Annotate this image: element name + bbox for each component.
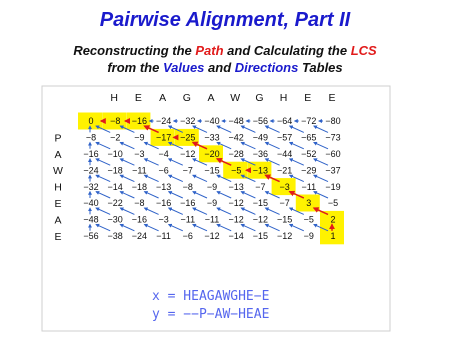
table-cell-value: −37 — [325, 165, 341, 176]
row-header: A — [54, 214, 62, 227]
table-cell-value: −5 — [231, 165, 242, 176]
table-cell-value: −32 — [180, 116, 196, 127]
table-cell-value: −15 — [252, 231, 269, 241]
table-cell-value: −80 — [325, 116, 341, 127]
table-cell-value: −32 — [83, 181, 99, 192]
table-cell-value: 1 — [330, 231, 336, 241]
table-cell-value: −44 — [276, 149, 293, 159]
table-cell-value: −48 — [228, 116, 244, 127]
table-cell-value: −72 — [301, 116, 317, 127]
table-cell-value: −38 — [107, 231, 123, 241]
table-cell-value: −9 — [303, 231, 314, 241]
column-header: E — [304, 92, 312, 104]
table-cell-value: −48 — [83, 214, 99, 225]
table-cell-value: −28 — [228, 149, 244, 159]
table-cell-value: −12 — [204, 231, 220, 241]
table-cell-value: −10 — [107, 149, 123, 159]
table-cell-value: −9 — [206, 198, 218, 209]
table-cell-value: −13 — [155, 181, 172, 192]
table-cell-value: −12 — [180, 149, 196, 159]
table-cell-value: −56 — [252, 116, 269, 127]
table-cell-value: −5 — [303, 214, 314, 225]
table-cell-value: −33 — [204, 132, 220, 143]
table-cell-value: −9 — [206, 181, 218, 192]
table-cell-value: −73 — [325, 132, 341, 143]
table-cell-value: −16 — [180, 198, 196, 209]
table-cell-value: −2 — [110, 132, 121, 143]
column-header: G — [255, 92, 264, 104]
table-cell-value: −3 — [158, 214, 169, 225]
table-cell-value: −7 — [255, 181, 266, 192]
table-cell-value: −3 — [134, 149, 145, 159]
table-cell-value: −9 — [134, 132, 145, 143]
table-cell-value: −3 — [279, 181, 290, 192]
subtitle-text: Tables — [298, 60, 343, 75]
subtitle-text: and — [204, 60, 235, 75]
column-header: E — [134, 92, 142, 104]
table-cell-value: −24 — [83, 165, 99, 176]
table-cell-value: −40 — [204, 116, 220, 127]
table-cell-value: −16 — [131, 116, 148, 127]
table-cell-value: −16 — [155, 198, 172, 209]
table-cell-value: −7 — [182, 165, 193, 176]
table-cell-value: −49 — [252, 132, 269, 143]
table-cell-value: −12 — [252, 214, 269, 225]
table-cell-value: −11 — [180, 214, 196, 225]
table-cell-value: −36 — [252, 149, 269, 159]
table-cell-value: −8 — [182, 181, 193, 192]
table-cell-value: −4 — [158, 149, 169, 159]
table-cell-value: 2 — [330, 214, 336, 225]
table-cell-value: −30 — [107, 214, 123, 225]
column-header: W — [230, 92, 241, 104]
column-header: H — [279, 92, 288, 104]
column-header: A — [207, 92, 215, 104]
table-cell-value: −16 — [131, 214, 148, 225]
column-header: G — [182, 92, 191, 104]
slide-title: Pairwise Alignment, Part II — [99, 9, 351, 31]
column-header: A — [159, 92, 167, 104]
table-cell-value: −7 — [279, 198, 290, 209]
table-cell-value: −14 — [228, 231, 244, 241]
table-cell-value: 0 — [88, 116, 94, 127]
table-cell-value: −64 — [276, 116, 293, 127]
table-cell-value: −11 — [204, 214, 220, 225]
table-cell-value: −6 — [158, 165, 169, 176]
table-cell-value: −15 — [276, 214, 293, 225]
table-cell-value: −16 — [83, 149, 99, 159]
table-cell-value: −24 — [131, 231, 148, 241]
table-cell-value: −8 — [110, 116, 121, 127]
row-header: E — [54, 230, 62, 243]
row-header: W — [53, 165, 63, 178]
table-cell-value: −25 — [180, 132, 196, 143]
table-cell-value: −12 — [228, 198, 244, 209]
table-cell-value: −12 — [228, 214, 244, 225]
table-cell-value: −8 — [85, 132, 97, 143]
table-cell-value: −18 — [107, 165, 123, 176]
table-cell-value: −24 — [155, 116, 172, 127]
subtitle-directions: Directions — [234, 60, 299, 75]
table-cell-value: −11 — [132, 165, 147, 176]
row-header: P — [54, 132, 62, 145]
table-cell-value: −52 — [301, 149, 317, 159]
table-cell-value: −56 — [83, 231, 99, 241]
row-header: A — [54, 148, 62, 161]
table-cell-value: −40 — [83, 198, 99, 209]
alignment-x: x = HEAGAWGHE−E — [152, 289, 270, 304]
row-header: H — [54, 181, 62, 194]
table-cell-value: −11 — [156, 231, 171, 241]
table-cell-value: −29 — [301, 165, 317, 176]
table-cell-value: −5 — [327, 198, 339, 209]
table-cell-value: −60 — [325, 149, 341, 159]
table-cell-value: −18 — [131, 181, 148, 192]
subtitle-text: and Calculating the — [223, 43, 351, 58]
subtitle-lcs: LCS — [350, 43, 377, 58]
table-cell-value: −8 — [134, 198, 145, 209]
table-cell-value: −15 — [252, 198, 269, 209]
subtitle-values: Values — [162, 60, 205, 75]
table-cell-value: −12 — [276, 231, 293, 241]
alignment-y: y = −−P−AW−HEAE — [152, 307, 270, 322]
table-cell-value: −13 — [228, 181, 244, 192]
subtitle-text: Reconstructing the — [73, 43, 196, 58]
table-cell-value: −42 — [228, 132, 244, 143]
table-cell-value: −11 — [301, 181, 317, 192]
table-cell-value: −65 — [301, 132, 317, 143]
column-header: H — [110, 92, 118, 104]
table-cell-value: 3 — [306, 198, 312, 209]
subtitle-text: from the — [107, 60, 163, 75]
table-cell-value: −6 — [182, 231, 193, 241]
table-cell-value: −20 — [204, 149, 220, 159]
subtitle-path: Path — [195, 43, 224, 58]
row-header: E — [54, 198, 62, 210]
table-cell-value: −13 — [252, 165, 269, 176]
table-cell-value: −57 — [276, 132, 293, 143]
table-cell-value: −21 — [276, 165, 293, 176]
table-cell-value: −15 — [204, 165, 220, 176]
table-cell-value: −17 — [155, 132, 172, 143]
table-cell-value: −19 — [325, 181, 341, 192]
column-header: E — [328, 92, 336, 104]
table-cell-value: −22 — [107, 198, 123, 209]
table-cell-value: −14 — [107, 181, 123, 192]
